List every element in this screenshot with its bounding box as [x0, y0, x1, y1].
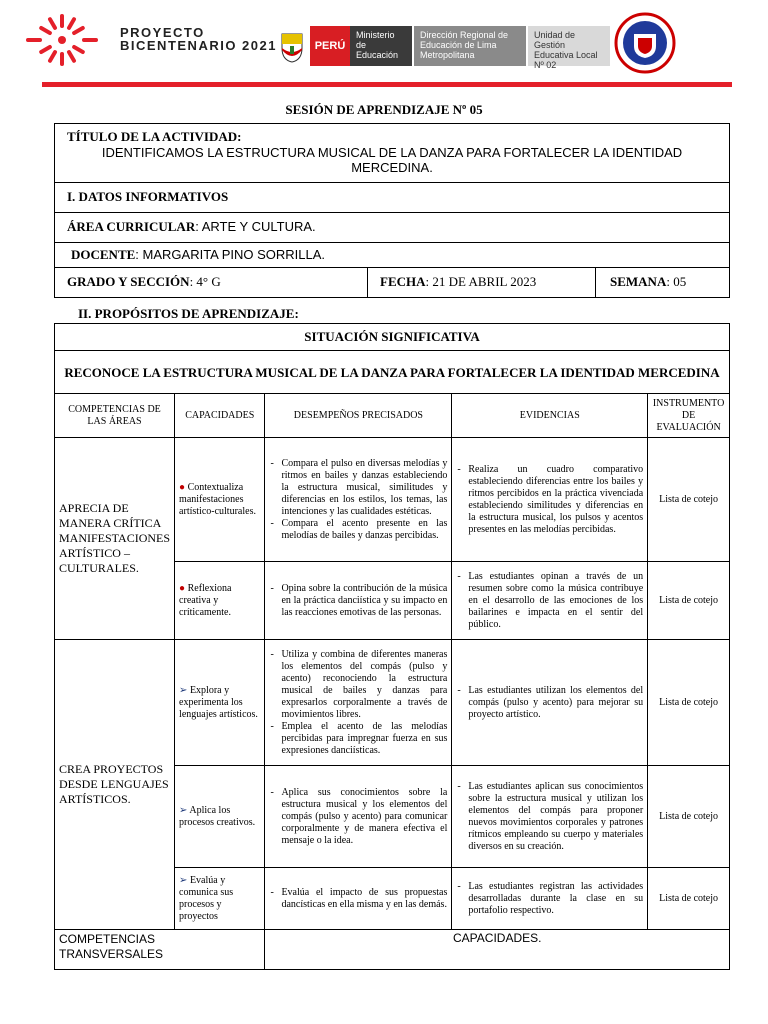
desempeno-item: - Emplea el acento de las melodías percibidas para impregnar fuerza en sus expresiones danciísticas. [281, 721, 447, 757]
transversales-row [55, 930, 730, 970]
school-crest-icon [614, 12, 676, 74]
instrumento-cell: Lista de cotejo [648, 766, 730, 868]
desempeno-item: - Compara el pulso en diversas melodías y ritmos en bailes y danzas estableciendo la estructura musical, similitudes y diferencias en los estilos, los temas, las intenciones y las cualidades estéticas. [281, 458, 447, 518]
docente-row [55, 243, 729, 268]
instrumento-cell: Lista de cotejo [648, 640, 730, 766]
docente-label: DOCENTE [71, 247, 136, 262]
titulo-label: TÍTULO DE LA ACTIVIDAD: [67, 129, 242, 144]
capacidad-cell [175, 766, 265, 868]
col-header-desempenos: DESEMPEÑOS PRECISADOS [265, 394, 452, 438]
situacion-title: SITUACIÓN SIGNIFICATIVA [55, 324, 730, 351]
capacidad-text: Evalúa y comunica sus procesos y proyectos [179, 874, 234, 922]
semana-cell [596, 268, 729, 298]
instrumento-cell: Lista de cotejo [648, 438, 730, 562]
semana-label: SEMANA [610, 274, 667, 289]
peru-brand: PERÚ [310, 26, 350, 66]
activity-title-row [55, 124, 729, 183]
area-label: ÁREA CURRICULAR [67, 219, 196, 234]
situacion-text-row [55, 351, 730, 394]
ugel-02-label: Unidad de Gestión Educativa Local Nº 02 [528, 26, 610, 66]
desempeno-cell [265, 766, 452, 868]
capacidad-cell [175, 640, 265, 766]
capacidad-cell [175, 868, 265, 930]
col-header-instrumento: INSTRUMENTO DE EVALUACIÓN [648, 394, 730, 438]
desempeno-item: - Utiliza y combina de diferentes maneras los elementos del compás (pulso y acento) reconociendo la estructura musical de bailes y danzas para expresarlos corporalmente a través de movimientos libres. [281, 649, 447, 721]
capacidad-text: Contextualiza manifestaciones artístico-culturales. [179, 481, 256, 517]
capacidad-cell [175, 438, 265, 562]
fecha-label: FECHA [380, 274, 426, 289]
desempeno-item: - Opina sobre la contribución de la música en la práctica danciística y su impacto en las reacciones emotivas de las personas. [281, 583, 447, 619]
peru-coat-of-arms-icon [278, 28, 306, 64]
proyecto-line1: PROYECTO [120, 25, 205, 40]
table-header-row [55, 394, 730, 438]
bullet-icon: ● [179, 582, 186, 594]
evidencia-cell [452, 868, 648, 930]
situacion-text: RECONOCE LA ESTRUCTURA MUSICAL DE LA DANZA PARA FORTALECER LA IDENTIDAD MERCEDINA [55, 351, 730, 394]
evidencia-item: - Las estudiantes utilizan los elementos del compás (pulso y acento) para mejorar su proyecto artístico. [468, 685, 643, 721]
competencia-crea: CREA PROYECTOS DESDE LENGUAJES ARTÍSTICOS. [55, 640, 175, 930]
evidencia-item: - Las estudiantes aplican sus conocimientos sobre la estructura musical y utilizan los elementos del compás para proponer nuevos movimientos corporales y patrones rítmicos empleando su cuerpo y materiales diversos en su creación. [468, 781, 643, 853]
area-value: : ARTE Y CULTURA. [195, 219, 316, 234]
datos-informativos: I. DATOS INFORMATIVOS [55, 183, 729, 213]
page-header [0, 0, 768, 80]
propositos-heading: II. PROPÓSITOS DE APRENDIZAJE: [78, 306, 299, 321]
col-header-competencias: COMPETENCIAS DE LAS ÁREAS [55, 394, 175, 438]
grado-fecha-row [55, 268, 729, 298]
desempeno-cell [265, 868, 452, 930]
desempeno-cell [265, 640, 452, 766]
arrow-bullet-icon: ➢ [179, 874, 188, 886]
titulo-value: IDENTIFICAMOS LA ESTRUCTURA MUSICAL DE LA DANZA PARA FORTALECER LA IDENTIDAD MERCEDINA. [101, 145, 683, 175]
desempeno-cell [265, 562, 452, 640]
instrumento-cell: Lista de cotejo [648, 562, 730, 640]
propositos-table [54, 323, 730, 970]
capacidad-text: Reflexiona creativa y críticamente. [179, 582, 232, 618]
desempeno-cell [265, 438, 452, 562]
instrumento-cell: Lista de cotejo [648, 868, 730, 930]
session-title: SESIÓN DE APRENDIZAJE Nº 05 [285, 102, 483, 117]
evidencia-item: - Las estudiantes registran las actividades desarrolladas durante la clase en su portafolio respectivo. [468, 881, 643, 917]
capacidades-label: CAPACIDADES. [265, 930, 730, 970]
proyecto-line2: BICENTENARIO 2021 [120, 38, 277, 53]
area-row [55, 213, 729, 243]
evidencia-item: - Las estudiantes opinan a través de un resumen sobre como la música contribuye en el desarrollo de las emociones de los bailarines e impacta en el sentir del público. [468, 571, 643, 631]
arrow-bullet-icon: ➢ [179, 684, 188, 696]
proyecto-bicentenario-text [120, 26, 277, 52]
grado-value: : 4° G [189, 274, 221, 289]
capacidad-text: Explora y experimenta los lenguajes artísticos. [179, 684, 258, 720]
table-row [55, 640, 730, 766]
evidencia-cell [452, 640, 648, 766]
col-header-capacidades: CAPACIDADES [175, 394, 265, 438]
grado-label: GRADO Y SECCIÓN [67, 274, 190, 289]
desempeno-item: - Compara el acento presente en las melodías de bailes y danzas percibidas. [281, 518, 447, 542]
table-row [55, 438, 730, 562]
dre-lima-label: Dirección Regional de Educación de Lima Metropolitana [414, 26, 526, 66]
competencia-aprecia: APRECIA DE MANERA CRÍTICA MANIFESTACIONES ARTÍSTICO – CULTURALES. [55, 438, 175, 640]
capacidad-text: Aplica los procesos creativos. [179, 804, 256, 828]
fecha-value: : 21 DE ABRIL 2023 [425, 274, 537, 289]
situacion-header-row [55, 324, 730, 351]
evidencia-cell [452, 562, 648, 640]
col-header-evidencias: EVIDENCIAS [452, 394, 648, 438]
docente-value: : MARGARITA PINO SORRILLA. [135, 247, 326, 262]
semana-value: : 05 [666, 274, 687, 289]
evidencia-cell [452, 438, 648, 562]
capacidad-cell [175, 562, 265, 640]
bicentenario-logo-icon [22, 12, 102, 68]
desempeno-item: - Evalúa el impacto de sus propuestas dancísticas en ella misma y en las demás. [281, 887, 447, 911]
arrow-bullet-icon: ➢ [179, 804, 188, 816]
bullet-icon: ● [179, 481, 186, 493]
desempeno-item: - Aplica sus conocimientos sobre la estructura musical y los elementos del compás (pulso y acento) para comunicar corporalmente y de manera efectiva el mensaje o la idea. [281, 787, 447, 847]
evidencia-item: - Realiza un cuadro comparativo estableciendo diferencias entre los bailes y ritmos percibidos en la práctica vivenciada estableciendo similitudes y diferencias en la estructura musical, los pulsos y acentos presentes en las melodías percibidas. [468, 464, 643, 536]
ministerio-educacion-label: Ministerio de Educación [350, 26, 412, 66]
evidencia-cell [452, 766, 648, 868]
info-box [54, 123, 730, 298]
competencias-transversales-label: COMPETENCIAS TRANSVERSALES [55, 930, 265, 970]
header-red-divider [42, 82, 732, 87]
fecha-cell [368, 268, 596, 298]
grado-cell [55, 268, 368, 298]
